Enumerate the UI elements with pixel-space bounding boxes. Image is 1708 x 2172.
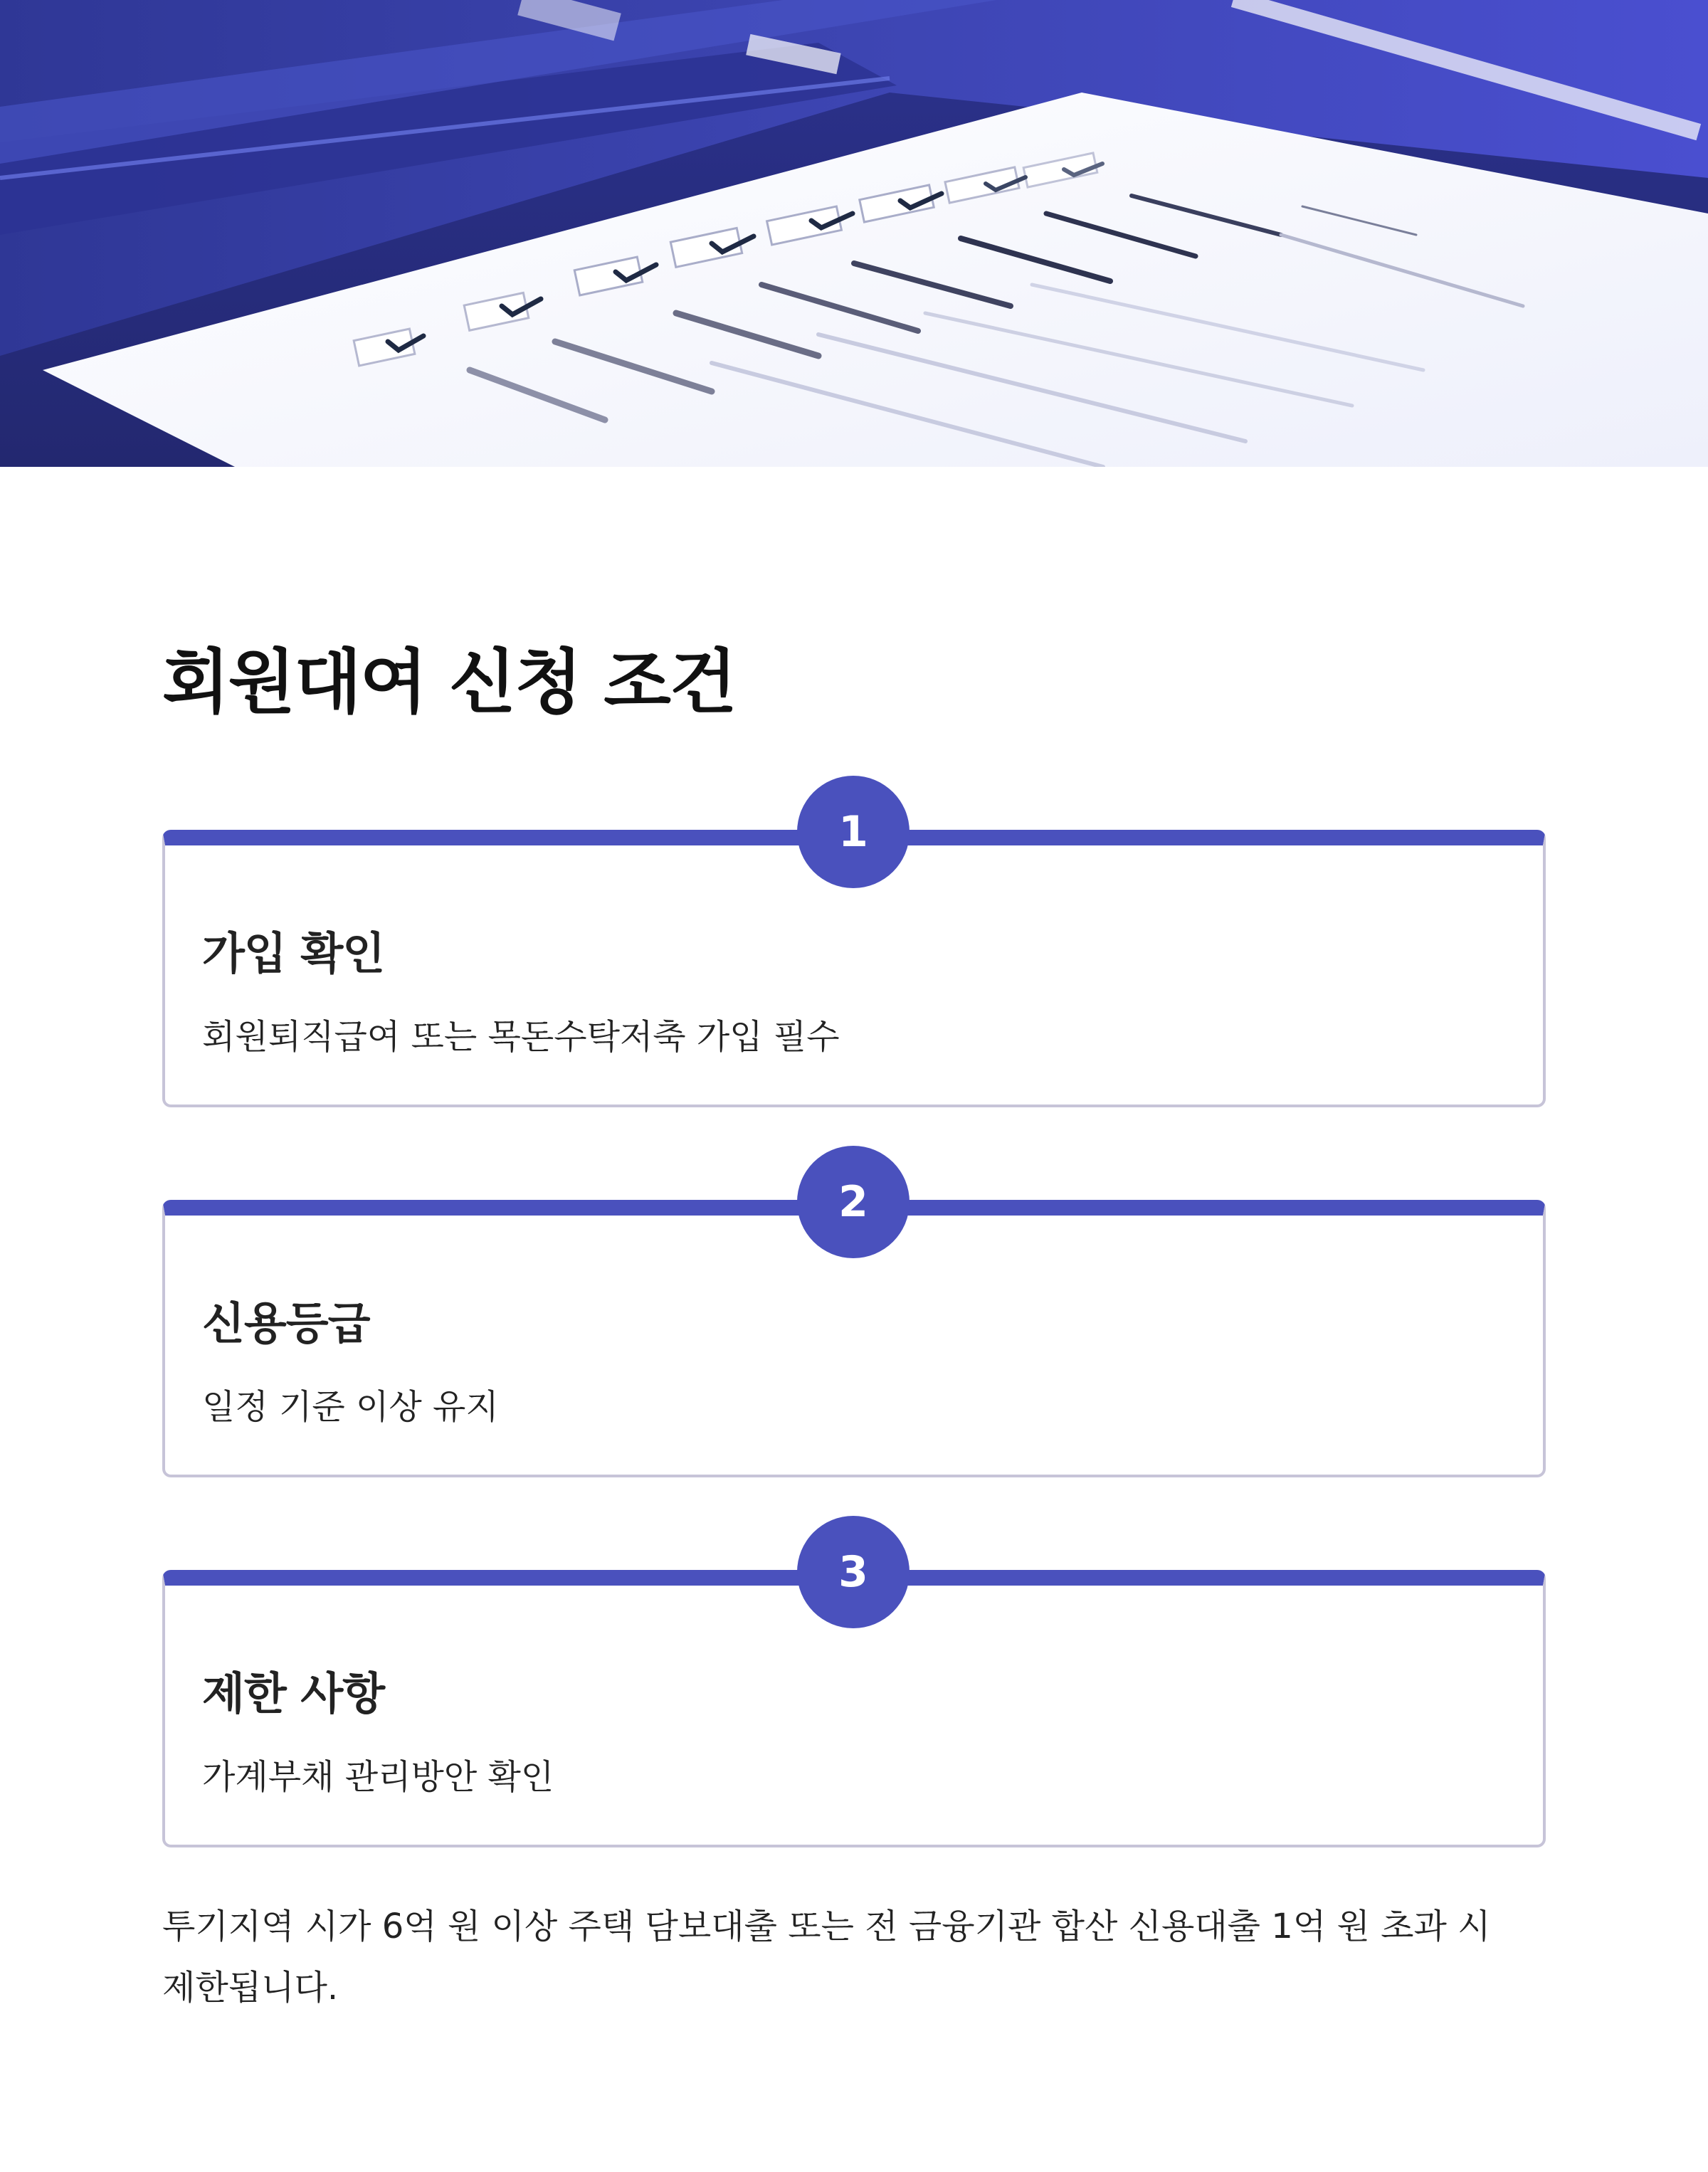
condition-card-3 [162, 1547, 1546, 1847]
step-number-badge: 2 [797, 1146, 910, 1258]
condition-card-2 [162, 1177, 1546, 1477]
card-description: 회원퇴직급여 또는 목돈수탁저축 가입 필수 [202, 1017, 840, 1057]
step-number-badge: 3 [797, 1516, 910, 1628]
restriction-footnote: 투기지역 시가 6억 원 이상 주택 담보대출 또는 전 금융기관 합산 신용대출 1억 원 초과 시 제한됩니다. [162, 1907, 1491, 2008]
card-title: 제한 사항 [202, 1667, 385, 1719]
card-title: 신용등급 [202, 1297, 370, 1349]
card-description: 일정 기준 이상 유지 [202, 1387, 499, 1427]
card-description: 가계부채 관리방안 확인 [202, 1757, 554, 1797]
step-number-badge: 1 [797, 776, 910, 888]
condition-card-1 [162, 807, 1546, 1107]
card-title: 가입 확인 [202, 927, 385, 979]
page-title: 회원대여 신청 조건 [162, 642, 736, 723]
hero-image [0, 0, 1708, 467]
checklist-document-illustration [0, 0, 1708, 467]
